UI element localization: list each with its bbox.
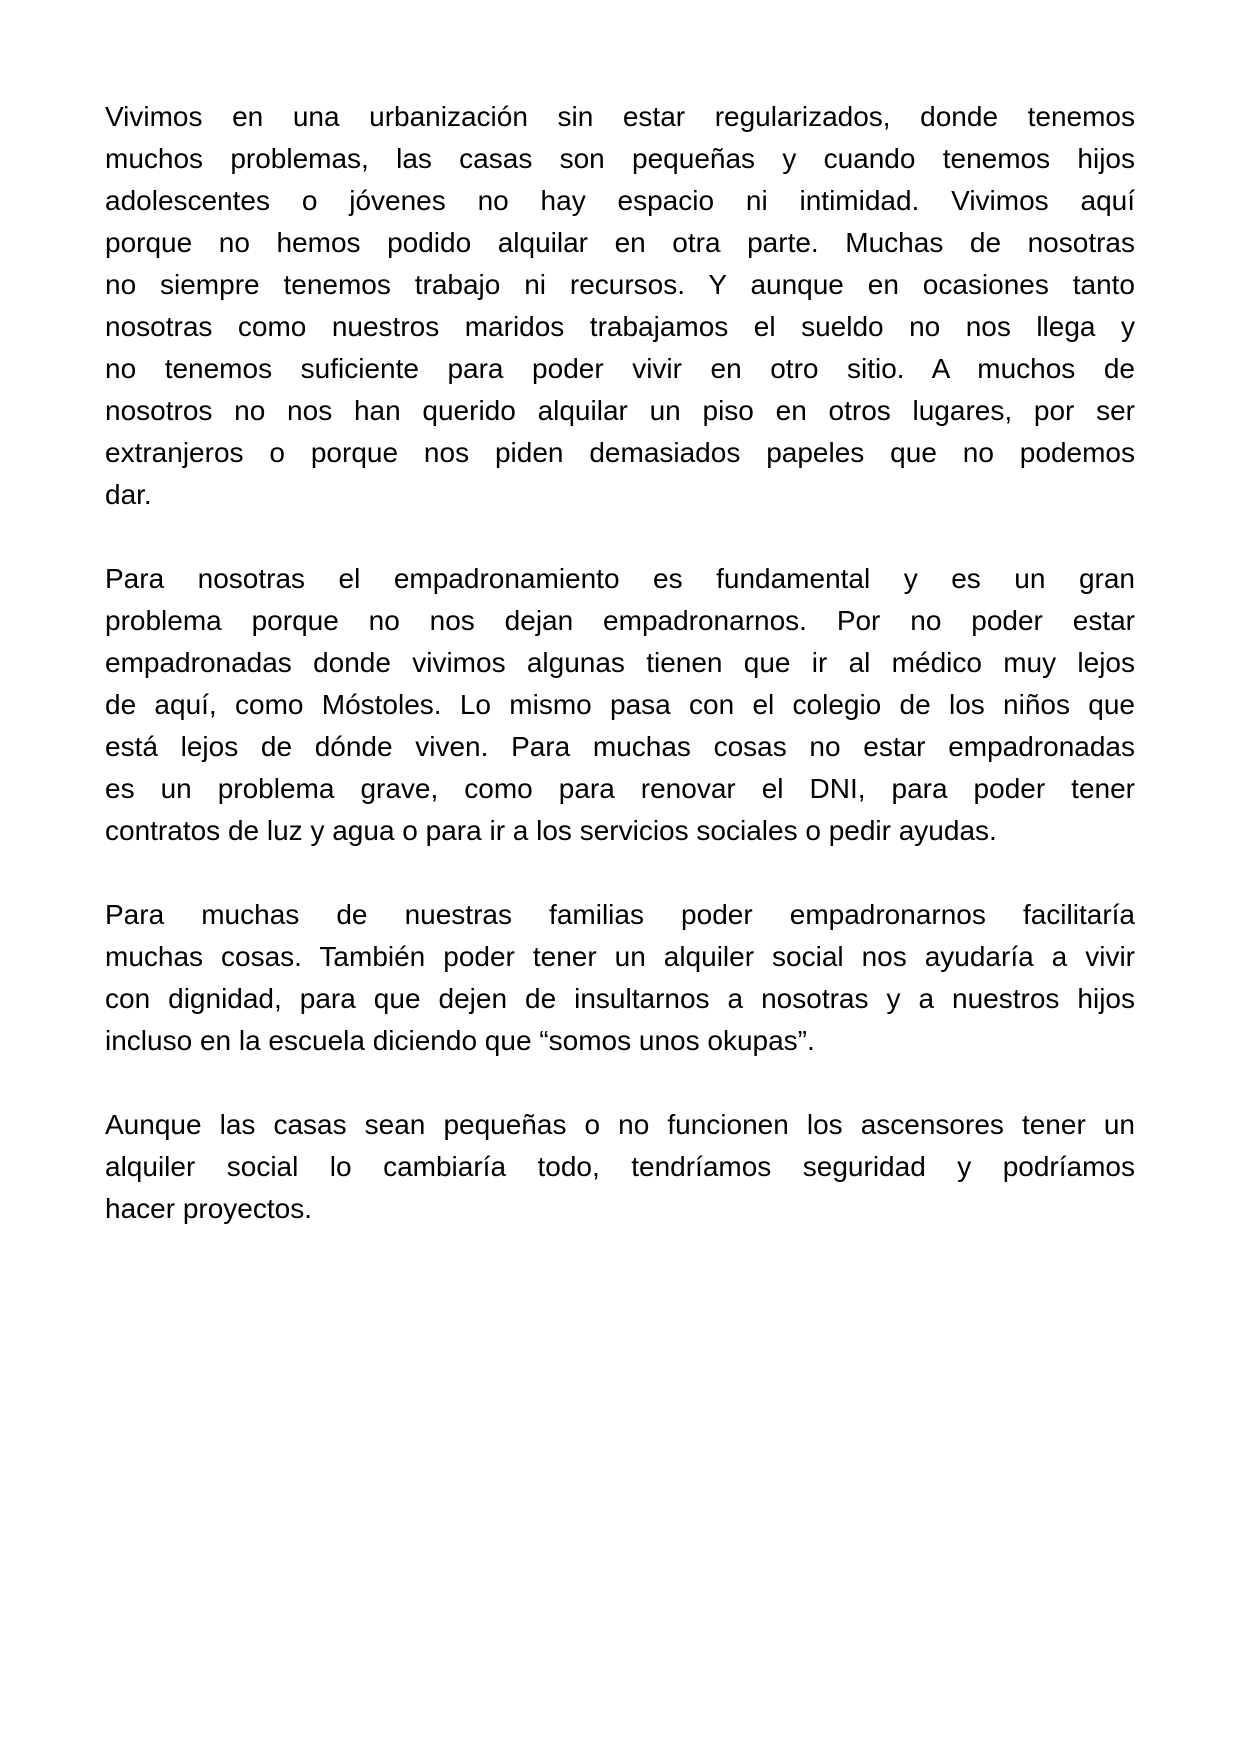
paragraph	[105, 1104, 1135, 1230]
paragraph	[105, 96, 1135, 516]
text-line: alquiler social lo cambiaría todo, tendríamos seguridad y podríamos	[105, 1151, 1135, 1182]
text-line: no siempre tenemos trabajo ni recursos. Y aunque en ocasiones tanto	[105, 269, 1135, 300]
text-line: de aquí, como Móstoles. Lo mismo pasa con el colegio de los niños que	[105, 689, 1135, 720]
text-line: empadronadas donde vivimos algunas tienen que ir al médico muy lejos	[105, 647, 1135, 678]
text-line: Para muchas de nuestras familias poder empadronarnos facilitaría	[105, 899, 1135, 930]
text-line: Aunque las casas sean pequeñas o no funcionen los ascensores tener un	[105, 1109, 1135, 1140]
text-line: muchos problemas, las casas son pequeñas y cuando tenemos hijos	[105, 143, 1135, 174]
text-line: nosotras como nuestros maridos trabajamos el sueldo no nos llega y	[105, 311, 1135, 342]
text-line: porque no hemos podido alquilar en otra parte. Muchas de nosotras	[105, 227, 1135, 258]
text-line: muchas cosas. También poder tener un alquiler social nos ayudaría a vivir	[105, 941, 1135, 972]
text-line: dar.	[105, 479, 152, 510]
text-line: Vivimos en una urbanización sin estar regularizados, donde tenemos	[105, 101, 1135, 132]
text-line: problema porque no nos dejan empadronarnos. Por no poder estar	[105, 605, 1135, 636]
text-line: Para nosotras el empadronamiento es fundamental y es un gran	[105, 563, 1135, 594]
text-line: está lejos de dónde viven. Para muchas cosas no estar empadronadas	[105, 731, 1135, 762]
paragraph	[105, 894, 1135, 1062]
document-text-block	[105, 96, 1135, 1230]
text-line: adolescentes o jóvenes no hay espacio ni intimidad. Vivimos aquí	[105, 185, 1135, 216]
text-line: es un problema grave, como para renovar el DNI, para poder tener	[105, 773, 1135, 804]
text-line: contratos de luz y agua o para ir a los servicios sociales o pedir ayudas.	[105, 815, 997, 846]
text-line: extranjeros o porque nos piden demasiados papeles que no podemos	[105, 437, 1135, 468]
text-line: incluso en la escuela diciendo que “somos unos okupas”.	[105, 1025, 815, 1056]
text-line: con dignidad, para que dejen de insultarnos a nosotras y a nuestros hijos	[105, 983, 1135, 1014]
paragraph	[105, 558, 1135, 852]
text-line: hacer proyectos.	[105, 1193, 312, 1224]
text-line: no tenemos suficiente para poder vivir en otro sitio. A muchos de	[105, 353, 1135, 384]
text-line: nosotros no nos han querido alquilar un piso en otros lugares, por ser	[105, 395, 1135, 426]
